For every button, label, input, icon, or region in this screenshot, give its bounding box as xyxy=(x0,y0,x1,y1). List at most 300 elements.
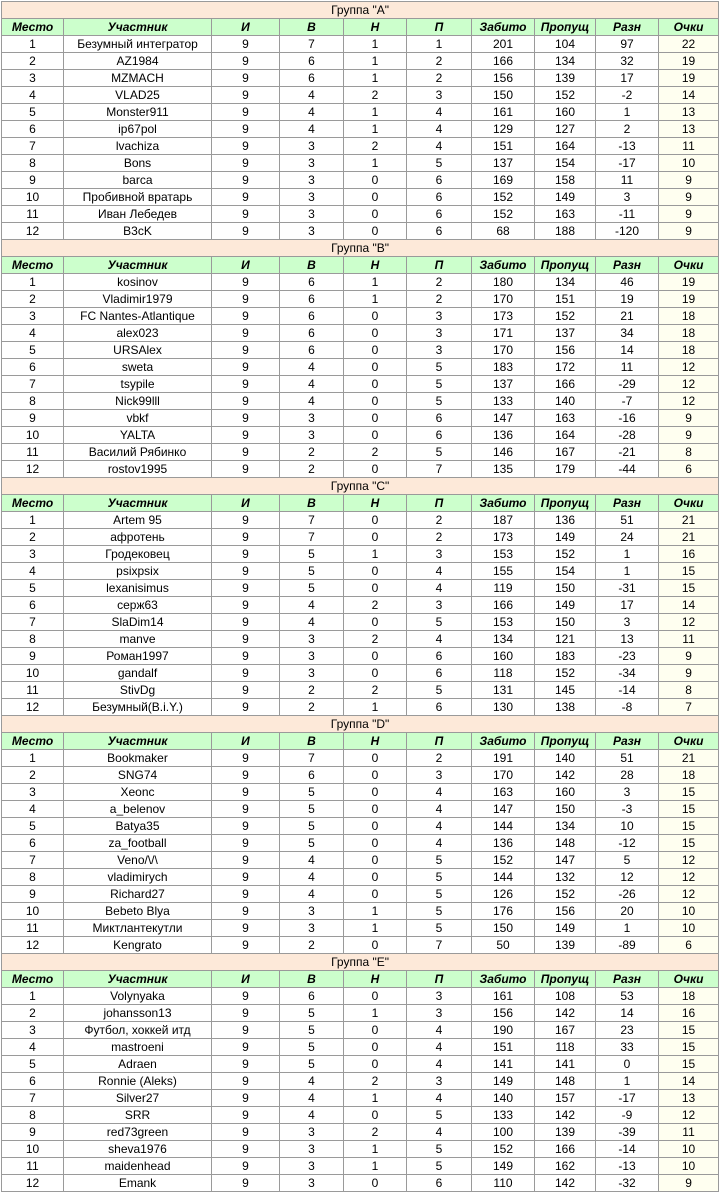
table-row xyxy=(2,750,719,767)
cell-played: 9 xyxy=(212,36,280,53)
cell-draws: 0 xyxy=(344,1039,407,1056)
cell-points: 19 xyxy=(659,53,719,70)
cell-diff: -9 xyxy=(596,1107,659,1124)
cell-diff: -34 xyxy=(596,665,659,682)
group-title-row xyxy=(2,954,719,971)
table-row xyxy=(2,767,719,784)
cell-participant: MZMACH xyxy=(64,70,212,87)
column-header-conceded: Пропущ xyxy=(535,733,596,750)
cell-wins: 3 xyxy=(280,410,344,427)
column-header-participant: Участник xyxy=(64,971,212,988)
cell-wins: 3 xyxy=(280,172,344,189)
table-row xyxy=(2,223,719,240)
cell-played: 9 xyxy=(212,155,280,172)
cell-losses: 4 xyxy=(407,835,472,852)
cell-draws: 0 xyxy=(344,359,407,376)
cell-wins: 6 xyxy=(280,325,344,342)
cell-points: 15 xyxy=(659,1039,719,1056)
cell-points: 19 xyxy=(659,291,719,308)
cell-participant: Футбол, хоккей итд xyxy=(64,1022,212,1039)
cell-played: 9 xyxy=(212,1175,280,1192)
cell-participant: Adraen xyxy=(64,1056,212,1073)
cell-place: 12 xyxy=(2,223,64,240)
column-header-row xyxy=(2,971,719,988)
cell-losses: 6 xyxy=(407,1175,472,1192)
cell-played: 9 xyxy=(212,376,280,393)
cell-losses: 3 xyxy=(407,308,472,325)
cell-place: 8 xyxy=(2,869,64,886)
cell-losses: 2 xyxy=(407,512,472,529)
column-header-participant: Участник xyxy=(64,19,212,36)
cell-place: 5 xyxy=(2,1056,64,1073)
cell-points: 22 xyxy=(659,36,719,53)
cell-played: 9 xyxy=(212,1090,280,1107)
cell-wins: 6 xyxy=(280,274,344,291)
cell-losses: 4 xyxy=(407,138,472,155)
table-row xyxy=(2,648,719,665)
cell-draws: 1 xyxy=(344,1090,407,1107)
cell-draws: 2 xyxy=(344,138,407,155)
cell-draws: 0 xyxy=(344,988,407,1005)
cell-participant: Безумный интегратор xyxy=(64,36,212,53)
cell-losses: 4 xyxy=(407,1124,472,1141)
cell-conceded: 132 xyxy=(535,869,596,886)
cell-draws: 2 xyxy=(344,682,407,699)
cell-place: 7 xyxy=(2,1090,64,1107)
cell-conceded: 134 xyxy=(535,274,596,291)
cell-scored: 163 xyxy=(472,784,535,801)
table-row xyxy=(2,1090,719,1107)
cell-played: 9 xyxy=(212,580,280,597)
cell-place: 7 xyxy=(2,852,64,869)
cell-points: 9 xyxy=(659,1175,719,1192)
cell-conceded: 156 xyxy=(535,342,596,359)
column-header-row xyxy=(2,19,719,36)
cell-scored: 100 xyxy=(472,1124,535,1141)
cell-conceded: 137 xyxy=(535,325,596,342)
cell-played: 9 xyxy=(212,801,280,818)
table-row xyxy=(2,461,719,478)
cell-conceded: 166 xyxy=(535,376,596,393)
cell-participant: lvachiza xyxy=(64,138,212,155)
cell-conceded: 151 xyxy=(535,291,596,308)
cell-diff: 3 xyxy=(596,189,659,206)
cell-place: 10 xyxy=(2,903,64,920)
cell-place: 10 xyxy=(2,427,64,444)
cell-losses: 6 xyxy=(407,206,472,223)
cell-draws: 0 xyxy=(344,648,407,665)
cell-draws: 2 xyxy=(344,631,407,648)
cell-place: 10 xyxy=(2,665,64,682)
cell-played: 9 xyxy=(212,529,280,546)
cell-wins: 3 xyxy=(280,1124,344,1141)
column-header-conceded: Пропущ xyxy=(535,495,596,512)
cell-losses: 4 xyxy=(407,1090,472,1107)
cell-scored: 152 xyxy=(472,189,535,206)
cell-played: 9 xyxy=(212,53,280,70)
cell-losses: 6 xyxy=(407,427,472,444)
cell-scored: 166 xyxy=(472,597,535,614)
cell-played: 9 xyxy=(212,682,280,699)
cell-played: 9 xyxy=(212,325,280,342)
cell-wins: 3 xyxy=(280,206,344,223)
cell-losses: 5 xyxy=(407,359,472,376)
table-row xyxy=(2,597,719,614)
cell-place: 4 xyxy=(2,801,64,818)
table-row xyxy=(2,359,719,376)
cell-scored: 151 xyxy=(472,1039,535,1056)
cell-draws: 0 xyxy=(344,393,407,410)
cell-conceded: 139 xyxy=(535,1124,596,1141)
cell-diff: 51 xyxy=(596,750,659,767)
cell-draws: 1 xyxy=(344,699,407,716)
cell-wins: 4 xyxy=(280,597,344,614)
cell-losses: 2 xyxy=(407,274,472,291)
cell-conceded: 149 xyxy=(535,189,596,206)
cell-losses: 5 xyxy=(407,614,472,631)
cell-played: 9 xyxy=(212,546,280,563)
cell-points: 12 xyxy=(659,869,719,886)
cell-participant: a_belenov xyxy=(64,801,212,818)
cell-points: 12 xyxy=(659,886,719,903)
cell-played: 9 xyxy=(212,1056,280,1073)
cell-points: 15 xyxy=(659,818,719,835)
cell-diff: 24 xyxy=(596,529,659,546)
cell-participant: maidenhead xyxy=(64,1158,212,1175)
cell-participant: URSAlex xyxy=(64,342,212,359)
column-header-participant: Участник xyxy=(64,733,212,750)
cell-participant: vbkf xyxy=(64,410,212,427)
cell-wins: 7 xyxy=(280,750,344,767)
cell-diff: -14 xyxy=(596,1141,659,1158)
group-title: Группа "D" xyxy=(2,716,719,733)
cell-scored: 171 xyxy=(472,325,535,342)
cell-place: 2 xyxy=(2,291,64,308)
cell-scored: 176 xyxy=(472,903,535,920)
cell-diff: -16 xyxy=(596,410,659,427)
cell-diff: 2 xyxy=(596,121,659,138)
column-header-conceded: Пропущ xyxy=(535,971,596,988)
cell-participant: tsypile xyxy=(64,376,212,393)
cell-conceded: 121 xyxy=(535,631,596,648)
cell-draws: 0 xyxy=(344,342,407,359)
cell-diff: -32 xyxy=(596,1175,659,1192)
cell-points: 18 xyxy=(659,767,719,784)
cell-losses: 6 xyxy=(407,189,472,206)
column-header-wins: В xyxy=(280,495,344,512)
cell-played: 9 xyxy=(212,410,280,427)
cell-diff: 11 xyxy=(596,359,659,376)
cell-place: 10 xyxy=(2,189,64,206)
cell-losses: 4 xyxy=(407,631,472,648)
cell-losses: 5 xyxy=(407,920,472,937)
cell-conceded: 152 xyxy=(535,886,596,903)
cell-points: 6 xyxy=(659,937,719,954)
cell-played: 9 xyxy=(212,342,280,359)
table-row xyxy=(2,1158,719,1175)
cell-scored: 137 xyxy=(472,376,535,393)
cell-losses: 6 xyxy=(407,699,472,716)
table-row xyxy=(2,70,719,87)
cell-played: 9 xyxy=(212,665,280,682)
table-row xyxy=(2,614,719,631)
cell-points: 10 xyxy=(659,1141,719,1158)
cell-participant: StivDg xyxy=(64,682,212,699)
cell-wins: 4 xyxy=(280,1107,344,1124)
table-row xyxy=(2,36,719,53)
cell-points: 7 xyxy=(659,699,719,716)
cell-conceded: 141 xyxy=(535,1056,596,1073)
cell-conceded: 140 xyxy=(535,750,596,767)
cell-points: 8 xyxy=(659,682,719,699)
cell-place: 1 xyxy=(2,988,64,1005)
cell-scored: 161 xyxy=(472,988,535,1005)
cell-diff: 23 xyxy=(596,1022,659,1039)
cell-losses: 5 xyxy=(407,155,472,172)
cell-place: 6 xyxy=(2,359,64,376)
table-row xyxy=(2,869,719,886)
cell-place: 9 xyxy=(2,886,64,903)
cell-participant: vladimirych xyxy=(64,869,212,886)
group-title: Группа "B" xyxy=(2,240,719,257)
column-header-wins: В xyxy=(280,733,344,750)
table-row xyxy=(2,121,719,138)
cell-place: 2 xyxy=(2,529,64,546)
cell-place: 12 xyxy=(2,937,64,954)
cell-played: 9 xyxy=(212,648,280,665)
cell-wins: 4 xyxy=(280,852,344,869)
cell-conceded: 164 xyxy=(535,427,596,444)
cell-conceded: 162 xyxy=(535,1158,596,1175)
cell-wins: 6 xyxy=(280,70,344,87)
cell-scored: 173 xyxy=(472,529,535,546)
table-row xyxy=(2,1005,719,1022)
cell-conceded: 139 xyxy=(535,937,596,954)
table-row xyxy=(2,818,719,835)
cell-diff: 1 xyxy=(596,1073,659,1090)
cell-scored: 136 xyxy=(472,835,535,852)
cell-points: 21 xyxy=(659,512,719,529)
cell-losses: 6 xyxy=(407,172,472,189)
cell-wins: 4 xyxy=(280,87,344,104)
table-row xyxy=(2,529,719,546)
column-header-losses: П xyxy=(407,19,472,36)
cell-diff: -26 xyxy=(596,886,659,903)
cell-diff: -14 xyxy=(596,682,659,699)
cell-scored: 183 xyxy=(472,359,535,376)
cell-diff: -44 xyxy=(596,461,659,478)
cell-participant: SNG74 xyxy=(64,767,212,784)
cell-participant: Artem 95 xyxy=(64,512,212,529)
cell-scored: 150 xyxy=(472,920,535,937)
cell-points: 10 xyxy=(659,155,719,172)
table-row xyxy=(2,903,719,920)
cell-losses: 2 xyxy=(407,53,472,70)
column-header-place: Место xyxy=(2,971,64,988)
cell-losses: 5 xyxy=(407,1141,472,1158)
cell-participant: Bookmaker xyxy=(64,750,212,767)
cell-points: 9 xyxy=(659,223,719,240)
cell-conceded: 167 xyxy=(535,1022,596,1039)
cell-played: 9 xyxy=(212,1158,280,1175)
column-header-draws: Н xyxy=(344,257,407,274)
cell-played: 9 xyxy=(212,172,280,189)
cell-conceded: 156 xyxy=(535,903,596,920)
cell-participant: YALTA xyxy=(64,427,212,444)
cell-scored: 170 xyxy=(472,342,535,359)
cell-diff: 28 xyxy=(596,767,659,784)
column-header-wins: В xyxy=(280,257,344,274)
cell-played: 9 xyxy=(212,1039,280,1056)
cell-scored: 119 xyxy=(472,580,535,597)
cell-wins: 4 xyxy=(280,121,344,138)
cell-losses: 3 xyxy=(407,342,472,359)
cell-played: 9 xyxy=(212,223,280,240)
table-row xyxy=(2,325,719,342)
cell-wins: 3 xyxy=(280,920,344,937)
cell-scored: 153 xyxy=(472,546,535,563)
group-title-row xyxy=(2,240,719,257)
cell-diff: -17 xyxy=(596,155,659,172)
cell-draws: 0 xyxy=(344,1107,407,1124)
cell-played: 9 xyxy=(212,308,280,325)
cell-losses: 3 xyxy=(407,1005,472,1022)
cell-diff: 10 xyxy=(596,818,659,835)
cell-losses: 4 xyxy=(407,784,472,801)
cell-place: 1 xyxy=(2,274,64,291)
cell-points: 18 xyxy=(659,342,719,359)
cell-played: 9 xyxy=(212,767,280,784)
cell-points: 11 xyxy=(659,1124,719,1141)
cell-losses: 4 xyxy=(407,1039,472,1056)
standings-table xyxy=(1,1,719,1192)
cell-place: 6 xyxy=(2,835,64,852)
cell-losses: 1 xyxy=(407,36,472,53)
cell-draws: 2 xyxy=(344,444,407,461)
cell-conceded: 152 xyxy=(535,308,596,325)
table-row xyxy=(2,665,719,682)
table-row xyxy=(2,1124,719,1141)
cell-played: 9 xyxy=(212,70,280,87)
cell-participant: Bebeto Blya xyxy=(64,903,212,920)
cell-place: 5 xyxy=(2,104,64,121)
column-header-place: Место xyxy=(2,19,64,36)
cell-draws: 2 xyxy=(344,1073,407,1090)
cell-diff: 13 xyxy=(596,631,659,648)
cell-scored: 136 xyxy=(472,427,535,444)
cell-scored: 133 xyxy=(472,1107,535,1124)
cell-conceded: 148 xyxy=(535,1073,596,1090)
cell-draws: 0 xyxy=(344,1175,407,1192)
cell-draws: 0 xyxy=(344,1022,407,1039)
cell-participant: psixpsix xyxy=(64,563,212,580)
cell-wins: 3 xyxy=(280,648,344,665)
cell-scored: 169 xyxy=(472,172,535,189)
cell-diff: 21 xyxy=(596,308,659,325)
cell-wins: 7 xyxy=(280,36,344,53)
cell-losses: 2 xyxy=(407,750,472,767)
cell-scored: 149 xyxy=(472,1073,535,1090)
cell-place: 11 xyxy=(2,444,64,461)
cell-diff: 14 xyxy=(596,342,659,359)
cell-participant: Пробивной вратарь xyxy=(64,189,212,206)
cell-points: 11 xyxy=(659,138,719,155)
column-header-diff: Разн xyxy=(596,971,659,988)
cell-played: 9 xyxy=(212,699,280,716)
cell-points: 9 xyxy=(659,189,719,206)
cell-played: 9 xyxy=(212,784,280,801)
cell-place: 4 xyxy=(2,563,64,580)
cell-conceded: 157 xyxy=(535,1090,596,1107)
cell-wins: 4 xyxy=(280,376,344,393)
column-header-points: Очки xyxy=(659,971,719,988)
cell-draws: 1 xyxy=(344,1141,407,1158)
cell-scored: 170 xyxy=(472,291,535,308)
cell-losses: 4 xyxy=(407,563,472,580)
cell-wins: 5 xyxy=(280,1056,344,1073)
cell-draws: 2 xyxy=(344,87,407,104)
table-row xyxy=(2,1141,719,1158)
cell-place: 1 xyxy=(2,512,64,529)
table-row xyxy=(2,580,719,597)
cell-wins: 2 xyxy=(280,444,344,461)
cell-diff: -21 xyxy=(596,444,659,461)
cell-diff: 17 xyxy=(596,597,659,614)
cell-losses: 5 xyxy=(407,852,472,869)
cell-conceded: 134 xyxy=(535,53,596,70)
cell-conceded: 134 xyxy=(535,818,596,835)
cell-played: 9 xyxy=(212,852,280,869)
cell-played: 9 xyxy=(212,886,280,903)
column-header-played: И xyxy=(212,495,280,512)
cell-draws: 2 xyxy=(344,597,407,614)
cell-draws: 0 xyxy=(344,937,407,954)
cell-diff: 0 xyxy=(596,1056,659,1073)
cell-losses: 6 xyxy=(407,223,472,240)
column-header-row xyxy=(2,495,719,512)
cell-scored: 161 xyxy=(472,104,535,121)
table-row xyxy=(2,886,719,903)
cell-conceded: 172 xyxy=(535,359,596,376)
cell-diff: 3 xyxy=(596,784,659,801)
cell-diff: 53 xyxy=(596,988,659,1005)
cell-wins: 2 xyxy=(280,699,344,716)
cell-participant: gandalf xyxy=(64,665,212,682)
cell-played: 9 xyxy=(212,512,280,529)
cell-diff: 33 xyxy=(596,1039,659,1056)
cell-scored: 146 xyxy=(472,444,535,461)
cell-draws: 0 xyxy=(344,427,407,444)
cell-scored: 152 xyxy=(472,206,535,223)
cell-draws: 0 xyxy=(344,869,407,886)
cell-points: 9 xyxy=(659,665,719,682)
cell-points: 10 xyxy=(659,920,719,937)
cell-diff: 97 xyxy=(596,36,659,53)
cell-losses: 5 xyxy=(407,903,472,920)
cell-scored: 201 xyxy=(472,36,535,53)
column-header-conceded: Пропущ xyxy=(535,257,596,274)
cell-played: 9 xyxy=(212,903,280,920)
cell-points: 10 xyxy=(659,903,719,920)
cell-points: 15 xyxy=(659,1022,719,1039)
cell-draws: 1 xyxy=(344,1158,407,1175)
table-row xyxy=(2,1022,719,1039)
cell-played: 9 xyxy=(212,1107,280,1124)
cell-place: 11 xyxy=(2,682,64,699)
cell-played: 9 xyxy=(212,121,280,138)
cell-place: 3 xyxy=(2,546,64,563)
cell-diff: -29 xyxy=(596,376,659,393)
